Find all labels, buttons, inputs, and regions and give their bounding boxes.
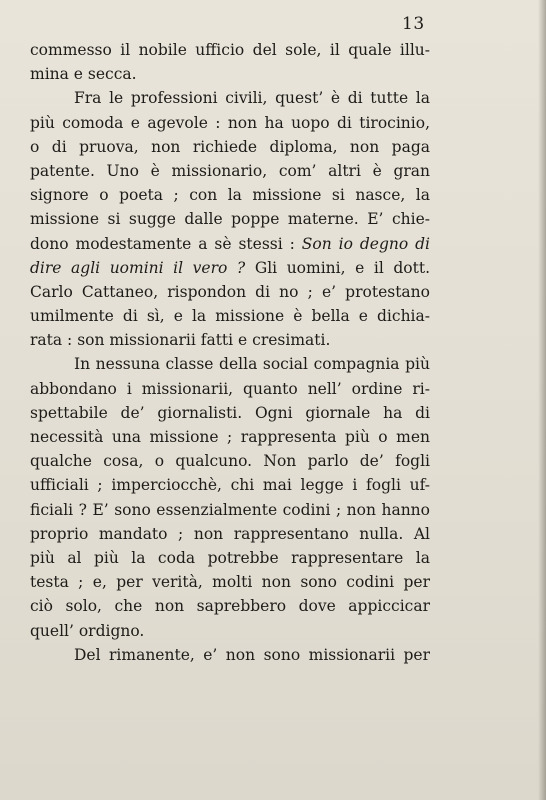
text-line (30, 86, 430, 110)
text-line (30, 62, 430, 86)
line-text: o di pruova, non richiede diploma, non paga (30, 137, 430, 156)
line-text: Gli uomini, e il dott. (245, 258, 430, 277)
text-line (30, 401, 430, 425)
line-text: missione si sugge dalle poppe materne. E’ chie- (30, 210, 430, 229)
text-line (30, 498, 430, 522)
line-text: umilmente di sì, e la missione è bella e dichia- (30, 307, 430, 326)
text-line (30, 38, 430, 62)
line-text: più al più la coda potrebbe rappresentare la (30, 548, 430, 567)
italic-text: dire agli uomini il vero ? (30, 258, 246, 277)
text-line (30, 183, 430, 207)
line-text: commesso il nobile ufficio del sole, il quale illu- (30, 41, 430, 59)
text-line (30, 449, 430, 473)
text-line (30, 352, 430, 376)
text-line (30, 304, 430, 328)
line-text: abbondano i missionarii, quanto nell’ ordine ri- (30, 379, 430, 398)
text-line (30, 328, 430, 352)
page-number: 13 (402, 14, 425, 34)
line-text: Carlo Cattaneo, rispondon di no ; e’ protestano (30, 282, 430, 301)
text-line (30, 570, 430, 594)
text-line (30, 207, 430, 231)
line-text: signore o poeta ; con la missione si nasce, la (30, 186, 430, 205)
line-text: rata : son missionarii fatti e cresimati. (30, 331, 331, 350)
line-text: ciò solo, che non saprebbero dove appiccicar (30, 597, 430, 616)
text-line (30, 256, 430, 280)
line-text: quell’ ordigno. (30, 621, 145, 640)
line-text: spettabile de’ giornalisti. Ogni giornale ha di (30, 403, 430, 422)
text-line (30, 522, 430, 546)
line-text: ufficiali ; imperciocchè, chi mai legge i fogli uf- (30, 476, 430, 495)
line-text: Fra le professioni civili, quest’ è di tutte la (74, 89, 430, 108)
text-line (30, 546, 430, 570)
line-text: Del rimanente, e’ non sono missionarii per (74, 645, 430, 664)
text-line (30, 111, 430, 135)
italic-text: Son io degno di (301, 234, 430, 253)
text-line (30, 425, 430, 449)
page-edge-shadow (538, 0, 546, 800)
text-line (30, 135, 430, 159)
text-line (30, 619, 430, 643)
text-line (30, 159, 430, 183)
line-text: patente. Uno è missionario, com’ altri è gran (30, 161, 430, 180)
body-text (30, 38, 430, 667)
text-line (30, 280, 430, 304)
line-text: dono modestamente a sè stessi : (30, 234, 302, 253)
text-line (30, 643, 430, 667)
text-line (30, 473, 430, 497)
line-text: proprio mandato ; non rappresentano nulla. Al (30, 524, 430, 543)
text-line (30, 232, 430, 256)
line-text: ficiali ? E’ sono essenzialmente codini ; non hanno (30, 500, 430, 519)
line-text: necessità una missione ; rappresenta più o men (30, 428, 430, 446)
text-line (30, 594, 430, 618)
line-text: mina e secca. (30, 65, 137, 84)
line-text: testa ; e, per verità, molti non sono codini per (30, 573, 430, 592)
line-text: In nessuna classe della social compagnia più (74, 355, 430, 374)
line-text: più comoda e agevole : non ha uopo di tirocinio, (30, 113, 430, 132)
line-text: qualche cosa, o qualcuno. Non parlo de’ fogli (30, 452, 430, 471)
text-line (30, 377, 430, 401)
